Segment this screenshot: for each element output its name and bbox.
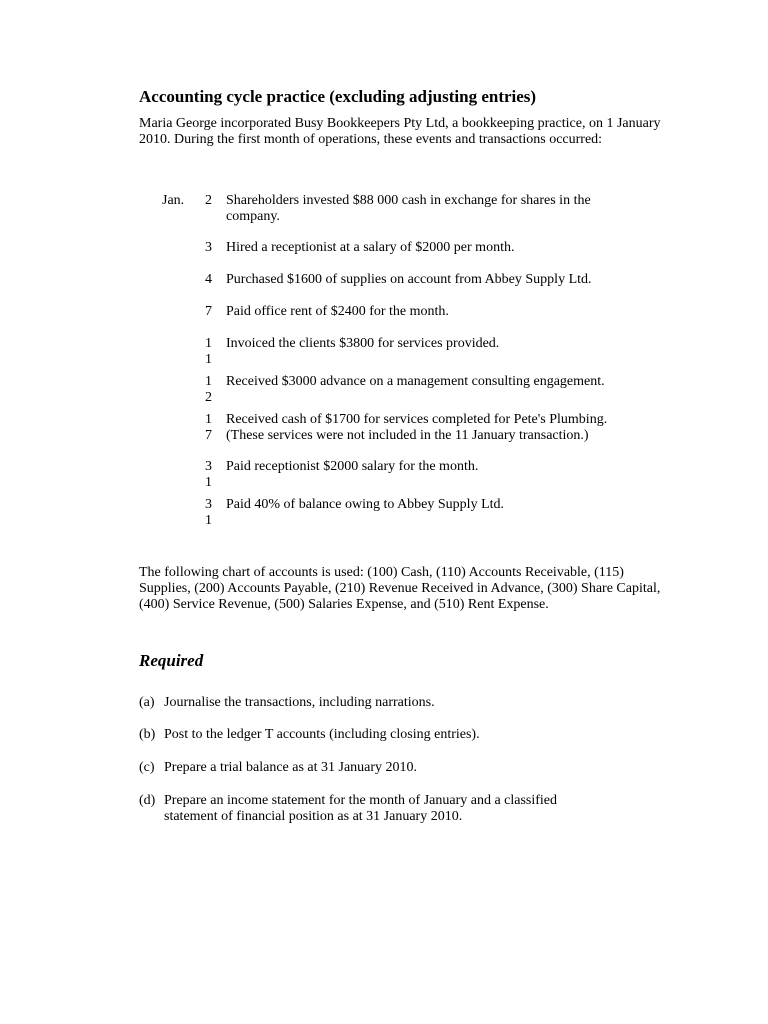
transaction-description: Paid office rent of $2400 for the month. (226, 304, 449, 319)
required-item-text: Journalise the transactions, including narrations. (164, 695, 435, 710)
transaction-description: Paid receptionist $2000 salary for the month. (226, 459, 479, 474)
transaction-description: Purchased $1600 of supplies on account from Abbey Supply Ltd. (226, 272, 592, 287)
transaction-day: 31 (205, 497, 212, 528)
required-item-letter: (d) (139, 793, 156, 808)
transaction-month: Jan. (162, 193, 185, 208)
required-item-letter: (c) (139, 760, 155, 775)
document-page (139, 86, 664, 824)
transaction-description: Invoiced the clients $3800 for services provided. (226, 336, 500, 351)
transaction-description: Received $3000 advance on a management consulting engagement. (226, 374, 605, 389)
transaction-day: 11 (205, 336, 212, 367)
required-item-text: Prepare a trial balance as at 31 January 2010. (164, 760, 418, 775)
transaction-description: Hired a receptionist at a salary of $2000 per month. (226, 240, 515, 255)
required-item-letter: (b) (139, 727, 156, 742)
required-heading: Required (139, 651, 204, 670)
chart-of-accounts-paragraph: The following chart of accounts is used: (100) Cash, (110) Accounts Receivable, (115) Supplies, (200) Accounts Payable, (210) Revenue Received in Advance, (300) Share Capital, (400) Service Revenue, (500) Salaries Expense, and (510) Rent Expense. (139, 565, 661, 612)
transaction-description: Paid 40% of balance owing to Abbey Supply Ltd. (226, 497, 505, 512)
intro-paragraph: Maria George incorporated Busy Bookkeepers Pty Ltd, a bookkeeping practice, on 1 January 2010. During the first month of operations, these events and transactions occurred: (139, 116, 661, 147)
transaction-description: Received cash of $1700 for services completed for Pete's Plumbing. (These services were not included in the 11 January transaction.) (226, 412, 608, 443)
required-item-text: Prepare an income statement for the month of January and a classified statement of financial position as at 31 January 2010. (164, 793, 558, 824)
transaction-description: Shareholders invested $88 000 cash in exchange for shares in the company. (226, 193, 591, 224)
transaction-day: 2 (205, 193, 212, 208)
transaction-day: 12 (205, 374, 212, 405)
transaction-day: 3 (205, 240, 212, 255)
transaction-day: 17 (205, 412, 212, 443)
transaction-day: 7 (205, 304, 212, 319)
required-item-letter: (a) (139, 695, 155, 710)
transaction-day: 4 (205, 272, 212, 287)
transaction-day: 31 (205, 459, 212, 490)
page-title: Accounting cycle practice (excluding adjusting entries) (139, 87, 537, 106)
required-item-text: Post to the ledger T accounts (including closing entries). (164, 727, 480, 742)
